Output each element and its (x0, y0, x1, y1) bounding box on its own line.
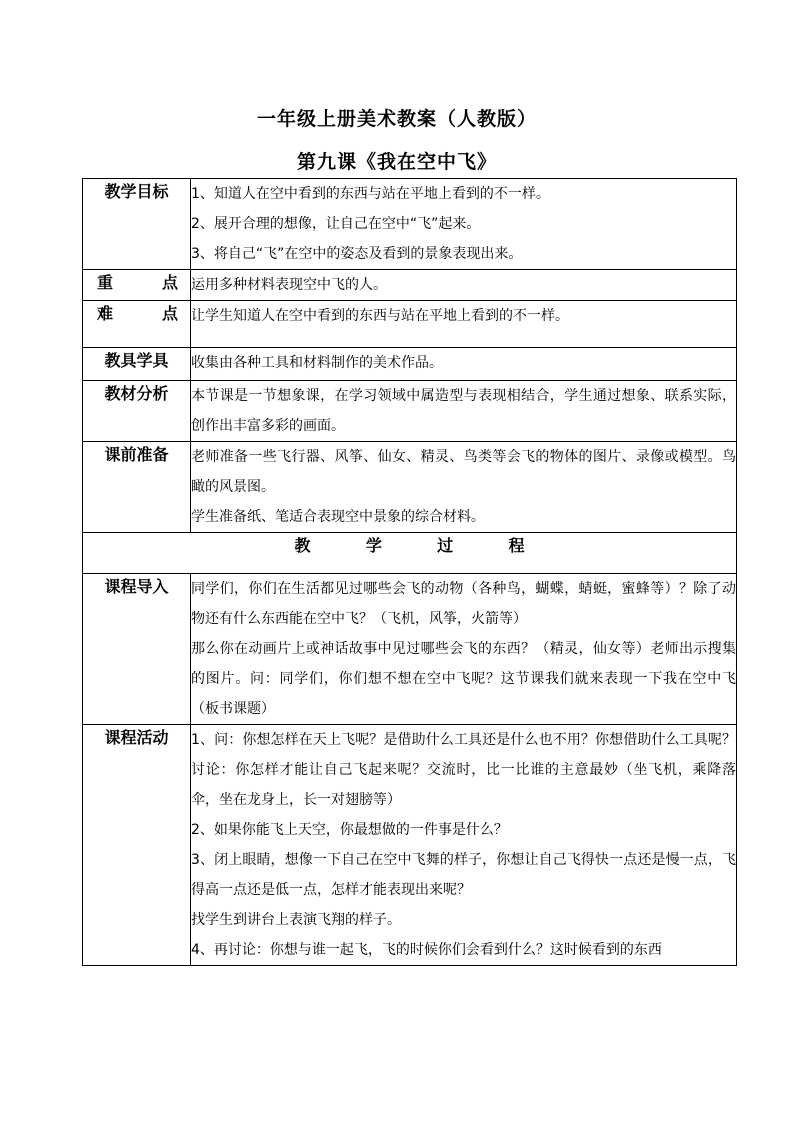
row-preparation (83, 442, 737, 533)
teaching-process-heading: 教 学 过 程 (83, 533, 737, 574)
label-activities: 课程活动 (83, 725, 191, 966)
content-difficulty: 让学生知道人在空中看到的东西与站在平地上看到的不一样。 (191, 301, 737, 348)
goal-item: 2、展开合理的想像，让自己在空中“飞”起来。 (191, 216, 481, 232)
content-activities: 1、问：你想怎样在天上飞呢？是借助什么工具还是什么也不用？你想借助什么工具呢？讨论：你怎样才能让自己飞起来呢？交流时，比一比谁的主意最妙（坐飞机，乘降落伞，坐在龙身上，长一对翅膀等） 2、如果你能飞上天空，你最想做的一件事是什么？ 3、闭上眼睛，想像一下自己在空中飞舞的样子，你想让自己飞得快一点还是慢一点，飞得高一点还是低一点，怎样才能表现出来呢？ 找学生到讲台上表演飞翔的样子。 4、再讨论：你想与谁一起飞，飞的时候你们会看到什么？这时候看到的东西 (191, 725, 737, 966)
goal-item: 1、知道人在空中看到的东西与站在平地上看到的不一样。 (191, 186, 550, 202)
label-teaching-goals: 教学目标 (83, 179, 191, 270)
row-introduction (83, 574, 737, 725)
lesson-plan-table (82, 178, 737, 966)
label-introduction: 课程导入 (83, 574, 191, 725)
content-teaching-goals (191, 179, 737, 270)
goal-item: 3、将自己“飞”在空中的姿态及看到的景象表现出来。 (191, 246, 523, 262)
label-key-point: 重 点 (83, 270, 191, 301)
lesson-title: 第九课《我在空中飞》 (296, 151, 497, 173)
content-tools: 收集由各种工具和材料制作的美术作品。 (191, 348, 737, 381)
content-introduction: 同学们，你们在生活都见过哪些会飞的动物（各种鸟，蝴蝶，蜻蜓，蜜蜂等）？除了动物还有什么东西能在空中飞？（飞机，风筝，火箭等） 那么你在动画片上或神话故事中见过哪些会飞的东西？（精灵，仙女等）老师出示搜集的图片。问：同学们，你们想不想在空中飞呢？这节课我们就来表现一下我在空中飞（板书课题） (191, 574, 737, 725)
row-teaching-goals (83, 179, 737, 270)
row-tools (83, 348, 737, 381)
label-material-analysis: 教材分析 (83, 381, 191, 442)
row-material-analysis (83, 381, 737, 442)
content-key-point: 运用多种材料表现空中飞的人。 (191, 270, 737, 301)
row-process-heading (83, 533, 737, 574)
label-tools: 教具学具 (83, 348, 191, 381)
document-title: 一年级上册美术教案（人教版） (256, 108, 537, 130)
label-difficulty: 难 点 (83, 301, 191, 348)
row-difficulty (83, 301, 737, 348)
row-activities (83, 725, 737, 966)
label-preparation: 课前准备 (83, 442, 191, 533)
content-material-analysis: 本节课是一节想象课，在学习领域中属造型与表现相结合，学生通过想象、联系实际，创作出丰富多彩的画面。 (191, 381, 737, 442)
row-key-point (83, 270, 737, 301)
content-preparation: 老师准备一些飞行器、风筝、仙女、精灵、鸟类等会飞的物体的图片、录像或模型。鸟瞰的风景图。 学生准备纸、笔适合表现空中景象的综合材料。 (191, 442, 737, 533)
